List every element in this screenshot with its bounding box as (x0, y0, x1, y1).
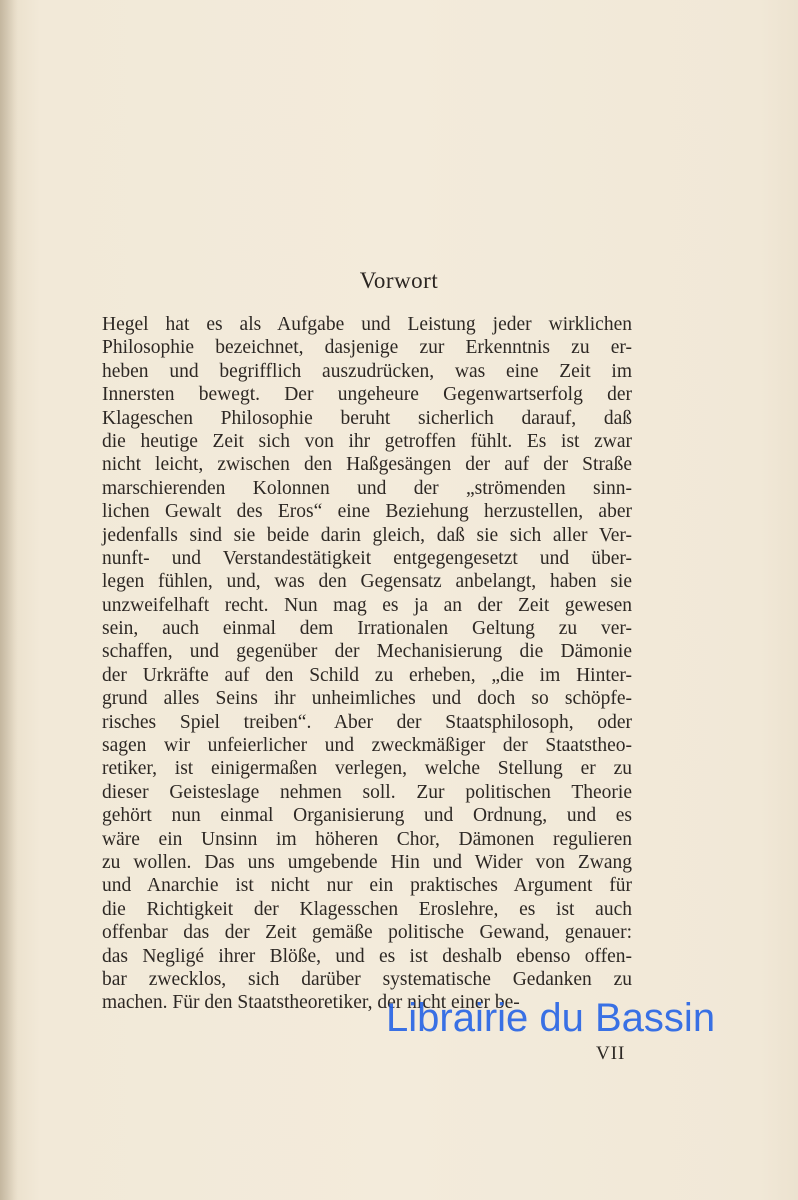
text-line: machen. Für den Staatstheoretiker, der nicht einer be- (102, 992, 520, 1014)
page-title: Vorwort (359, 268, 439, 293)
text-line: grund alles Seins ihr unheimliches und doch so schöpfe- (102, 688, 632, 710)
text-line: nunft- und Verstandestätigkeit entgegengesetzt und über- (102, 547, 632, 569)
text-line: retiker, ist einigermaßen verlegen, welche Stellung er zu (102, 758, 632, 780)
page-number: VII (596, 1043, 626, 1064)
text-line: sein, auch einmal dem Irrationalen Geltung zu ver- (102, 618, 632, 640)
text-line: dieser Geisteslage nehmen soll. Zur politischen Theorie (102, 781, 632, 803)
text-line: unzweifelhaft recht. Nun mag es ja an der Zeit gewesen (102, 594, 632, 616)
text-line: marschierenden Kolonnen und der „strömenden sinn- (102, 477, 632, 499)
text-line: lichen Gewalt des Eros“ eine Beziehung herzustellen, aber (102, 501, 632, 523)
text-line: Hegel hat es als Aufgabe und Leistung jeder wirklichen (102, 314, 632, 335)
text-line: jedenfalls sind sie beide darin gleich, daß sie sich aller Ver- (102, 524, 632, 546)
text-line: die heutige Zeit sich von ihr getroffen fühlt. Es ist zwar (102, 430, 632, 452)
text-line: nicht leicht, zwischen den Haßgesängen der auf der Straße (102, 454, 632, 476)
text-line: heben und begrifflich auszudrücken, was eine Zeit im (102, 360, 632, 382)
watermark: Librairie du Bassin (386, 996, 716, 1040)
text-line: sagen wir unfeierlicher und zweckmäßiger der Staatstheo- (102, 735, 632, 757)
text-line: risches Spiel treiben“. Aber der Staatsphilosoph, oder (102, 711, 632, 733)
text-line: schaffen, und gegenüber der Mechanisierung die Dämonie (102, 641, 632, 663)
text-line: das Negligé ihrer Blöße, und es ist deshalb ebenso offen- (102, 945, 632, 967)
gutter-shadow (0, 0, 18, 1200)
preface-body (102, 313, 632, 1015)
text-line: bar zwecklos, sich darüber systematische Gedanken zu (102, 968, 632, 990)
text-line: und Anarchie ist nicht nur ein praktisches Argument für (102, 875, 632, 897)
text-line: legen fühlen, und, was den Gegensatz anbelangt, haben sie (102, 571, 632, 593)
text-line: gehört nun einmal Organisierung und Ordnung, und es (102, 805, 632, 827)
text-line: wäre ein Unsinn im höheren Chor, Dämonen regulieren (102, 828, 632, 850)
text-line: Innersten bewegt. Der ungeheure Gegenwartserfolg der (102, 384, 632, 406)
text-line: die Richtigkeit der Klagesschen Eroslehre, es ist auch (102, 898, 632, 920)
text-line: Klageschen Philosophie beruht sicherlich darauf, daß (102, 407, 632, 429)
text-line: der Urkräfte auf den Schild zu erheben, „die im Hinter- (102, 664, 632, 686)
text-line: zu wollen. Das uns umgebende Hin und Wider von Zwang (102, 851, 632, 873)
text-line: offenbar das der Zeit gemäße politische Gewand, genauer: (102, 922, 632, 944)
text-line: Philosophie bezeichnet, dasjenige zur Erkenntnis zu er- (102, 337, 632, 359)
